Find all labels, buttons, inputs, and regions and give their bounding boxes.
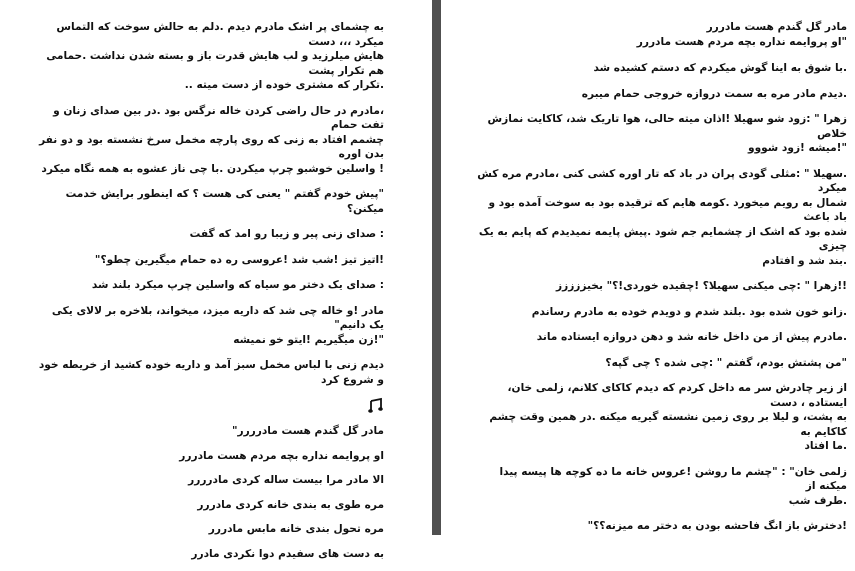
right-page-text — [477, 20, 847, 545]
paragraph: دیدم زنی با لباس مخمل سبز آمد و داریه خوده کشید از خریطه خود و شروع کرد — [38, 359, 384, 386]
paragraph: به چشمای پر اشک مادرم دیدم .دلم به حالش سوخت که التماس میکرد ،،، دست هایش میلرزید و لب هایش قدرت باز و بسته شدن نداشت .حمامی هم تکرار پشت .تکرار که مشتری خوده از دست میته .. — [46, 21, 384, 91]
paragraph: !دخترش باز انگ فاحشه بودن به دختر مه میزنه؟؟" — [587, 520, 847, 532]
poem-line: مادر گل گندم هست مادرررر" — [231, 425, 384, 437]
music-notes-icon — [368, 398, 384, 414]
paragraph: .سهیلا " :مثلی گودی پران در باد که تار اوره کشی کنی ،مادرم مره کش میکرد شمال به رویم میخورد .کومه هایم که ترقیده بود به سوخت آمده بود و باد باعث شده بود که اشک از چشمایم جم شود .پیش پایمه نمیدیدم که پایم به یک چیزی .بند شد و افتادم — [477, 167, 847, 267]
paragraph: زهرا " :زود شو سهیلا !اذان میته حالی، هوا تاریک شد، کاکایت نمازش خلاص "!میشه !زود شووو — [487, 113, 847, 154]
paragraph: "پیش خودم گفتم " یعنی کی هست ؟ که اینطور برایش خدمت میکنن؟ — [65, 188, 384, 215]
paragraph: .با شوق به اینا گوش میکردم که دستم کشیده شد — [593, 62, 847, 74]
poem-line: او پروایمه نداره بچه مردم هست مادررر — [179, 449, 384, 462]
right-page — [441, 0, 855, 535]
poem-line: به دست های سفیدم دوا نکردی مادرر — [191, 547, 384, 560]
left-page — [0, 0, 432, 560]
paragraph: .مادرم پیش از من داخل خانه شد و دهن دروازه ایستاده ماند — [536, 331, 847, 343]
left-page-text — [34, 20, 384, 571]
poem-line: مره تحول بندی خانه مابس مادررر — [208, 523, 384, 535]
paragraph: : صدای زنی پیر و زیبا رو امد که گفت — [189, 228, 384, 240]
poem-line: مره طوی به بندی خانه کردی مادررر — [197, 498, 384, 511]
paragraph: مادر گل گندم هست مادررر "او پروایمه نداره بچه مردم هست مادررر — [636, 21, 847, 48]
paragraph: .زانو خون شده بود .بلند شدم و دویدم خوده به مادرم رساندم — [531, 305, 847, 318]
paragraph: .دیدم مادر مره به سمت دروازه خروجی حمام میبره — [581, 87, 847, 100]
paragraph: از زیر چادرش سر مه داخل کردم که دیدم کاکای کلانم، زلمی خان، ایستاده ، دست به پشت، و لیلا بر روی زمین نشسته گیریه میکنه .در همین وقت چشم کاکایم به .ما افتاد — [489, 382, 847, 452]
paragraph: زلمی خان" : "چشم ما روشن !عروس خانه ما ده کوچه ها پیسه پیدا میکنه از .طرف شب — [499, 465, 847, 507]
paragraph: : صدای یک دختر مو سیاه که واسلین چرپ میکرد بلند شد — [91, 279, 384, 291]
page-gutter — [432, 0, 441, 535]
paragraph: مادر !و خاله چی شد که داریه میزد، میخواند، بلاخره بر لالای یکی یک دانیم" "!زن میگیریم !ایتو خو نمیشه — [51, 304, 384, 346]
paragraph: "من پشتش بودم، گفتم " :چی شده ؟ چی گپه؟ — [605, 356, 847, 369]
paragraph: !!زهرا " :چی میکنی سهیلا؟ !چقیده خوردی!؟" بخیززززز — [556, 280, 847, 292]
poem-line: الا مادر مرا بیست ساله کردی مادرررر — [188, 474, 384, 486]
paragraph: ،مادرم در حال راضی کردن خاله نرگس بود .در بین صدای زنان و تفت حمام چشمم افتاد به زنی که روی پارچه مخمل سرخ نشسته بود و دو نفر بدن اوره ! واسلین خوشبو چرپ میکردن .با چی ناز عشوه به همه نگاه میکرد — [39, 104, 384, 175]
paragraph: !اتیز تیز !شب شد !عروسی ره ده حمام میگیرین چطو؟" — [94, 253, 384, 266]
